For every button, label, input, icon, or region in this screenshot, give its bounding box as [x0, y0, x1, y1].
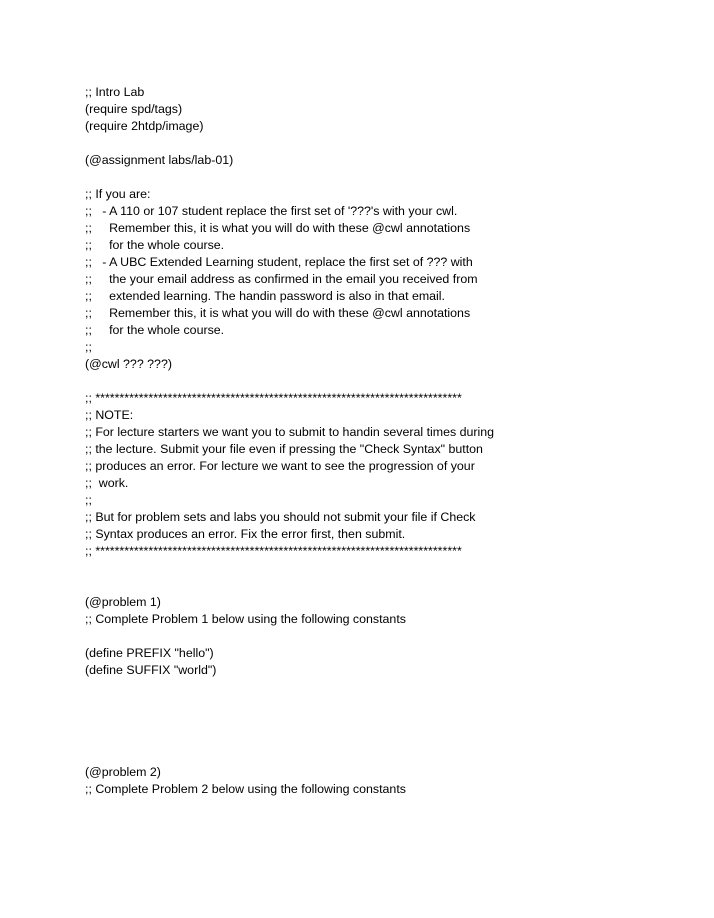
comment-line: ;; - A 110 or 107 student replace the first set of '???'s with your cwl. [85, 204, 458, 218]
problem-line: (@problem 1) [85, 595, 161, 609]
comment-line: ;; If you are: [85, 187, 151, 201]
blank-line [85, 713, 705, 730]
comment-line: ;; the lecture. Submit your file even if pressing the "Check Syntax" button [85, 442, 483, 456]
blank-line [85, 373, 705, 390]
blank-line [85, 730, 705, 747]
comment-line: ;; - A UBC Extended Learning student, replace the first set of ??? with [85, 255, 473, 269]
comment-line: ;; [85, 493, 92, 507]
blank-line [85, 747, 705, 764]
define-line: (define PREFIX "hello") [85, 646, 214, 660]
comment-line: ;; work. [85, 476, 129, 490]
comment-line: ;; Intro Lab [85, 85, 145, 99]
separator-line: ;; **************************************************************************** [85, 544, 462, 558]
blank-line [85, 560, 705, 577]
require-line: (require spd/tags) [85, 102, 183, 116]
comment-line: ;; For lecture starters we want you to submit to handin several times during [85, 425, 495, 439]
comment-line: ;; extended learning. The handin password is also in that email. [85, 289, 445, 303]
code-listing [85, 84, 705, 798]
comment-line: ;; NOTE: [85, 408, 134, 422]
comment-line: ;; the your email address as confirmed in the email you received from [85, 272, 478, 286]
comment-line: ;; Complete Problem 1 below using the following constants [85, 612, 406, 626]
blank-line [85, 679, 705, 696]
cwl-line: (@cwl ??? ???) [85, 357, 172, 371]
blank-line [85, 135, 705, 152]
blank-line [85, 696, 705, 713]
comment-line: ;; [85, 340, 92, 354]
separator-line: ;; **************************************************************************** [85, 391, 462, 405]
require-line: (require 2htdp/image) [85, 119, 204, 133]
comment-line: ;; Complete Problem 2 below using the following constants [85, 782, 406, 796]
comment-line: ;; for the whole course. [85, 323, 225, 337]
comment-line: ;; Remember this, it is what you will do with these @cwl annotations [85, 221, 471, 235]
blank-line [85, 169, 705, 186]
comment-line: ;; But for problem sets and labs you should not submit your file if Check [85, 510, 476, 524]
comment-line: ;; Remember this, it is what you will do with these @cwl annotations [85, 306, 471, 320]
blank-line [85, 577, 705, 594]
comment-line: ;; produces an error. For lecture we want to see the progression of your [85, 459, 475, 473]
blank-line [85, 628, 705, 645]
define-line: (define SUFFIX "world") [85, 663, 217, 677]
comment-line: ;; for the whole course. [85, 238, 225, 252]
assignment-line: (@assignment labs/lab-01) [85, 153, 234, 167]
problem-line: (@problem 2) [85, 765, 161, 779]
comment-line: ;; Syntax produces an error. Fix the error first, then submit. [85, 527, 406, 541]
